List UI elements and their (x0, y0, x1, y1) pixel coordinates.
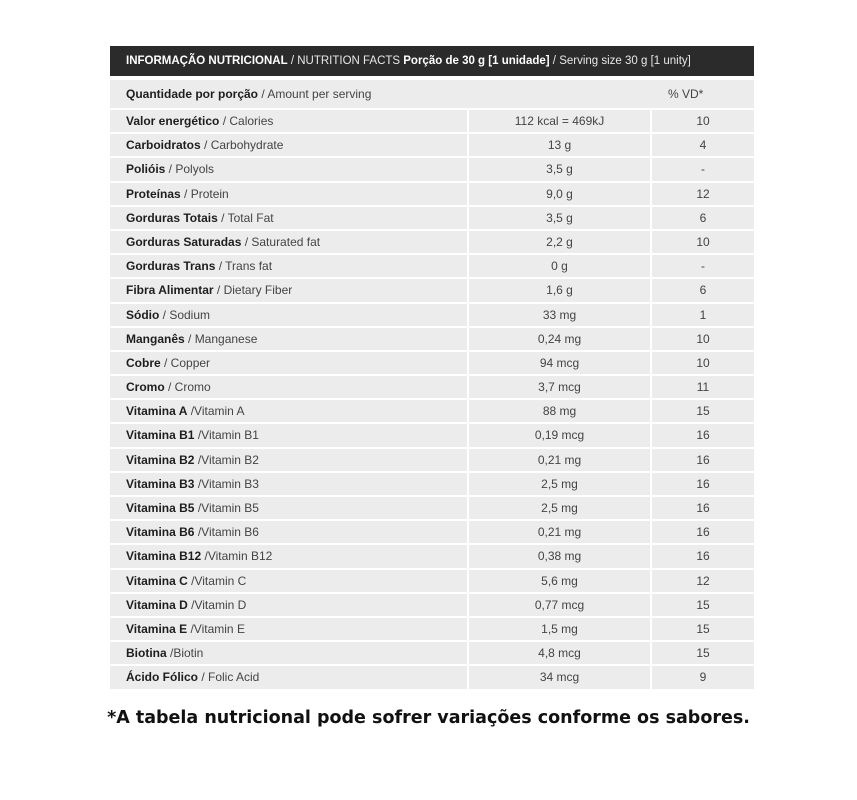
nutrient-vd-cell: 16 (652, 449, 754, 471)
nutrient-name-en: / Copper (160, 355, 211, 370)
title-en: / NUTRITION FACTS (287, 55, 404, 67)
nutrient-name-pt: Valor energético (126, 114, 220, 128)
nutrient-amount-cell: 2,5 mg (469, 473, 650, 495)
nutrient-name-en: /Biotin (166, 646, 204, 661)
nutrient-name-pt: Sódio (126, 307, 160, 322)
nutrient-vd-cell: 10 (652, 352, 754, 374)
nutrient-vd-cell: 6 (652, 207, 754, 229)
nutrient-vd-cell: 12 (652, 570, 754, 592)
nutrient-name-en: /Vitamin B5 (194, 501, 259, 515)
nutrient-name-cell (110, 521, 467, 543)
nutrient-name-cell (110, 110, 467, 132)
table-row (110, 642, 754, 664)
nutrient-name-en: / Trans fat (215, 259, 273, 274)
nutrient-name-en: /Vitamin A (187, 404, 245, 419)
table-row (110, 545, 754, 567)
nutrient-amount-cell: 1,6 g (469, 279, 650, 301)
nutrient-name-cell (110, 231, 467, 253)
table-row (110, 400, 754, 422)
nutrient-name-cell (110, 666, 467, 688)
nutrient-vd-cell: 15 (652, 594, 754, 616)
nutrient-amount-cell: 2,5 mg (469, 497, 650, 519)
nutrient-vd-cell: - (652, 255, 754, 277)
nutrient-name-pt: Vitamina B6 (126, 525, 195, 540)
nutrient-vd-cell: 15 (652, 642, 754, 664)
portion-en: / Serving size 30 g [1 unity] (549, 55, 691, 67)
nutrient-name-cell (110, 400, 467, 422)
table-row (110, 570, 754, 592)
subheader-name-pt: Quantidade por porção (126, 87, 259, 101)
nutrient-amount-cell: 34 mcg (469, 666, 650, 688)
table-row (110, 618, 754, 640)
nutrient-vd-cell: 16 (652, 521, 754, 543)
subheader-vd: % VD* (668, 87, 704, 101)
nutrient-name-en: /Vitamin B6 (194, 525, 259, 540)
nutrient-name-pt: Vitamina C (126, 573, 188, 588)
nutrient-name-pt: Carboidratos (126, 138, 201, 153)
table-row (110, 304, 754, 326)
nutrient-name-pt: Cromo (126, 380, 165, 395)
portion-pt: Porção de 30 g [1 unidade] (403, 55, 550, 67)
table-row (110, 328, 754, 350)
table-row (110, 134, 754, 156)
table-row (110, 207, 754, 229)
nutrient-amount-cell: 112 kcal = 469kJ (469, 110, 650, 132)
nutrient-name-cell (110, 449, 467, 471)
nutrient-vd-cell: 16 (652, 497, 754, 519)
subheader-name-en: / Amount per serving (258, 87, 372, 101)
nutrient-name-pt: Vitamina B3 (126, 476, 195, 491)
table-row (110, 110, 754, 132)
nutrient-name-pt: Gorduras Totais (126, 210, 218, 225)
nutrient-name-cell (110, 158, 467, 180)
nutrient-vd-cell: 6 (652, 279, 754, 301)
nutrient-name-en: / Saturated fat (241, 234, 321, 249)
nutrient-name-cell (110, 473, 467, 495)
nutrient-amount-cell: 9,0 g (469, 183, 650, 205)
nutrient-vd-cell: 16 (652, 473, 754, 495)
nutrition-rows (110, 110, 754, 691)
nutrient-name-en: / Protein (180, 186, 229, 201)
nutrient-vd-cell: 10 (652, 328, 754, 350)
nutrient-name-cell (110, 134, 467, 156)
nutrient-amount-cell: 94 mcg (469, 352, 650, 374)
nutrient-amount-cell: 0,21 mg (469, 449, 650, 471)
nutrient-vd-cell: 9 (652, 666, 754, 688)
nutrient-name-pt: Vitamina E (126, 621, 188, 636)
nutrient-amount-cell: 4,8 mcg (469, 642, 650, 664)
nutrient-name-cell (110, 497, 467, 519)
subheader-name (126, 80, 371, 108)
nutrient-amount-cell: 33 mg (469, 304, 650, 326)
nutrient-vd-cell: 12 (652, 183, 754, 205)
nutrient-name-cell (110, 352, 467, 374)
nutrient-amount-cell: 0,19 mcg (469, 424, 650, 446)
footnote: *A tabela nutricional pode sofrer variações conforme os sabores. (107, 708, 750, 728)
table-row (110, 183, 754, 205)
nutrient-name-cell (110, 207, 467, 229)
nutrient-name-cell (110, 328, 467, 350)
table-row (110, 424, 754, 446)
nutrient-name-en: /Vitamin B12 (201, 549, 273, 564)
nutrient-vd-cell: - (652, 158, 754, 180)
nutrient-vd-cell: 16 (652, 424, 754, 446)
nutrient-name-cell (110, 304, 467, 326)
nutrient-amount-cell: 3,5 g (469, 207, 650, 229)
nutrient-amount-cell: 3,5 g (469, 158, 650, 180)
nutrient-name-en: / Manganese (184, 331, 258, 346)
table-row (110, 594, 754, 616)
table-row (110, 352, 754, 374)
nutrient-name-pt: Vitamina B12 (126, 549, 202, 564)
table-row (110, 449, 754, 471)
table-row (110, 279, 754, 301)
table-row (110, 231, 754, 253)
nutrient-name-en: / Cromo (164, 380, 211, 395)
nutrient-name-cell (110, 424, 467, 446)
nutrient-name-en: / Carbohydrate (200, 138, 284, 153)
nutrient-name-pt: Vitamina B2 (126, 452, 195, 467)
nutrient-amount-cell: 5,6 mg (469, 570, 650, 592)
nutrient-amount-cell: 0 g (469, 255, 650, 277)
nutrient-vd-cell: 10 (652, 110, 754, 132)
table-row (110, 158, 754, 180)
nutrient-name-cell (110, 255, 467, 277)
nutrient-name-cell (110, 642, 467, 664)
nutrient-name-en: / Folic Acid (198, 670, 260, 685)
nutrient-vd-cell: 10 (652, 231, 754, 253)
table-row (110, 666, 754, 688)
nutrient-name-pt: Fibra Alimentar (126, 283, 214, 298)
nutrient-name-en: /Vitamin B2 (194, 452, 259, 467)
title-pt: INFORMAÇÃO NUTRICIONAL (126, 55, 288, 67)
nutrient-name-cell (110, 183, 467, 205)
nutrient-name-pt: Cobre (126, 355, 161, 370)
table-subheader (110, 80, 754, 108)
table-row (110, 497, 754, 519)
nutrient-vd-cell: 16 (652, 545, 754, 567)
nutrient-name-pt: Vitamina B1 (126, 428, 195, 443)
nutrient-name-cell (110, 594, 467, 616)
nutrient-amount-cell: 2,2 g (469, 231, 650, 253)
table-row (110, 376, 754, 398)
nutrient-amount-cell: 0,77 mcg (469, 594, 650, 616)
nutrient-name-en: /Vitamin B3 (194, 476, 259, 491)
nutrient-name-pt: Gorduras Trans (126, 259, 216, 274)
nutrient-amount-cell: 88 mg (469, 400, 650, 422)
nutrient-vd-cell: 1 (652, 304, 754, 326)
nutrient-amount-cell: 1,5 mg (469, 618, 650, 640)
nutrient-name-pt: Ácido Fólico (126, 670, 198, 685)
nutrient-name-cell (110, 545, 467, 567)
table-title-bar (110, 46, 754, 76)
nutrient-amount-cell: 3,7 mcg (469, 376, 650, 398)
nutrient-name-cell (110, 279, 467, 301)
nutrient-name-en: /Vitamin B1 (194, 428, 259, 443)
nutrient-name-en: /Vitamin C (187, 573, 247, 588)
nutrient-name-en: / Total Fat (217, 210, 274, 225)
table-row (110, 473, 754, 495)
nutrient-name-cell (110, 570, 467, 592)
nutrient-vd-cell: 11 (652, 376, 754, 398)
nutrient-name-en: / Sodium (159, 307, 211, 322)
nutrient-name-pt: Vitamina D (126, 597, 188, 612)
nutrient-name-en: / Polyols (165, 162, 215, 177)
nutrient-name-en: / Calories (219, 114, 274, 128)
nutrient-amount-cell: 0,21 mg (469, 521, 650, 543)
nutrient-name-pt: Proteínas (126, 186, 181, 201)
nutrient-vd-cell: 15 (652, 400, 754, 422)
nutrient-amount-cell: 0,38 mg (469, 545, 650, 567)
nutrient-name-pt: Gorduras Saturadas (126, 234, 242, 249)
nutrient-name-en: /Vitamin D (187, 597, 247, 612)
nutrient-name-pt: Vitamina B5 (126, 501, 195, 515)
nutrient-name-en: /Vitamin E (187, 621, 245, 636)
nutrient-vd-cell: 4 (652, 134, 754, 156)
nutrient-name-cell (110, 376, 467, 398)
nutrient-name-en: / Dietary Fiber (213, 283, 293, 298)
nutrient-name-cell (110, 618, 467, 640)
nutrient-vd-cell: 15 (652, 618, 754, 640)
nutrient-name-pt: Polióis (126, 162, 166, 177)
nutrient-amount-cell: 13 g (469, 134, 650, 156)
nutrient-amount-cell: 0,24 mg (469, 328, 650, 350)
nutrient-name-pt: Manganês (126, 331, 185, 346)
table-row (110, 255, 754, 277)
nutrient-name-pt: Biotina (126, 646, 167, 661)
table-row (110, 521, 754, 543)
nutrient-name-pt: Vitamina A (126, 404, 188, 419)
